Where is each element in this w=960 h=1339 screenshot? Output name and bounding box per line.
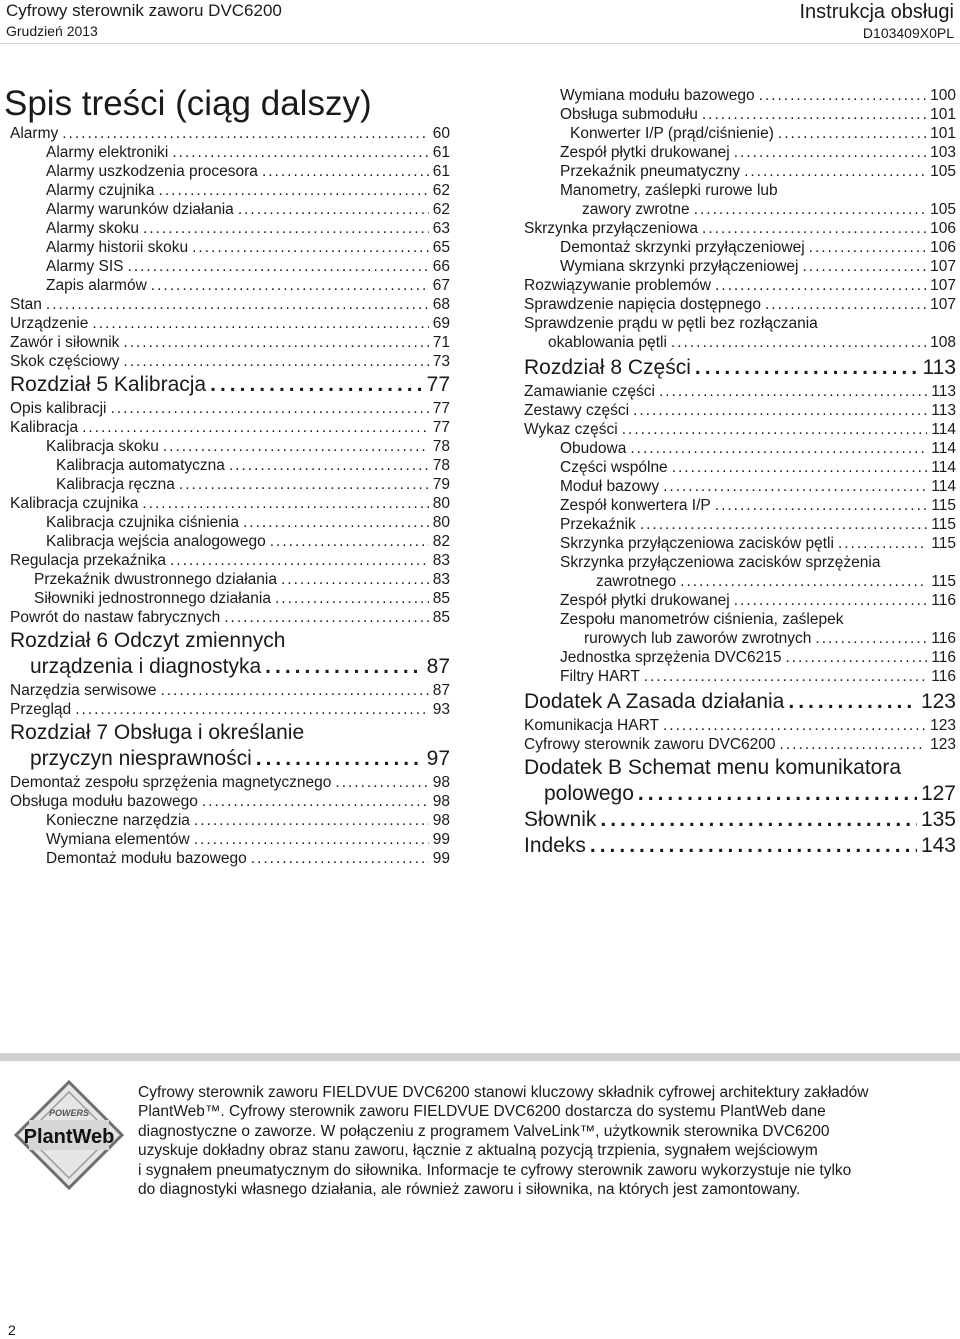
toc-entry[interactable]: Demontaż zespołu sprzężenia magnetycznego ..... 98 xyxy=(10,773,450,792)
toc-entry[interactable]: Zamawianie części ..... 113 xyxy=(524,382,956,401)
toc-chapter-line[interactable]: Dodatek B Schemat menu komunikatora xyxy=(524,756,902,779)
toc-entry[interactable]: Sprawdzenie napięcia dostępnego ..... 107 xyxy=(524,295,956,314)
toc-entry[interactable]: Rozwiązywanie problemów ..... 107 xyxy=(524,276,956,295)
toc-entry[interactable]: Zespół płytki drukowanej ..... 116 xyxy=(524,591,956,610)
toc-entry[interactable]: Alarmy czujnika ..... 62 xyxy=(10,181,450,200)
toc-chapter-entry[interactable]: urządzenia i diagnostyka ..... 87 xyxy=(10,655,450,679)
plantweb-logo xyxy=(14,1080,124,1190)
toc-entry[interactable]: Narzędzia serwisowe ..... 87 xyxy=(10,681,450,700)
toc-entry[interactable]: Wykaz części ..... 114 xyxy=(524,420,956,439)
toc-right-column xyxy=(524,86,956,860)
toc-entry[interactable]: Filtry HART ..... 116 xyxy=(524,667,956,686)
document-title: Cyfrowy sterownik zaworu DVC6200 xyxy=(6,1,282,20)
toc-entry[interactable]: Siłowniki jednostronnego działania ..... 85 xyxy=(10,589,450,608)
toc-chapter-entry[interactable]: przyczyn niesprawności ..... 97 xyxy=(10,747,450,771)
toc-entry[interactable]: rurowych lub zaworów zwrotnych ..... 116 xyxy=(524,629,956,648)
toc-entry[interactable]: Powrót do nastaw fabrycznych ..... 85 xyxy=(10,608,450,627)
toc-entry[interactable]: zawrotnego ..... 115 xyxy=(524,572,956,591)
svg-text:PlantWeb: PlantWeb xyxy=(23,1126,115,1148)
header-left xyxy=(6,0,282,40)
svg-text:POWERS: POWERS xyxy=(48,1108,90,1118)
toc-entry[interactable]: Części wspólne ..... 114 xyxy=(524,458,956,477)
toc-entry[interactable]: Zapis alarmów ..... 67 xyxy=(10,276,450,295)
toc-entry[interactable]: Kalibracja ..... 77 xyxy=(10,418,450,437)
toc-entry[interactable]: Przekaźnik dwustronnego działania ..... 83 xyxy=(10,570,450,589)
toc-entry[interactable]: Regulacja przekaźnika ..... 83 xyxy=(10,551,450,570)
toc-chapter-line[interactable]: Rozdział 6 Odczyt zmiennych xyxy=(10,629,286,652)
document-date: Grudzień 2013 xyxy=(6,23,98,39)
toc-entry[interactable]: Kalibracja ręczna ..... 79 xyxy=(10,475,450,494)
toc-entry[interactable]: Kalibracja czujnika ciśnienia ..... 80 xyxy=(10,513,450,532)
page-title: Spis treści (ciąg dalszy) xyxy=(4,84,372,123)
toc-entry[interactable]: Opis kalibracji ..... 77 xyxy=(10,399,450,418)
toc-entry-line[interactable]: Skrzynka przyłączeniowa zacisków sprzężenia xyxy=(560,554,881,571)
toc-entry[interactable]: Alarmy uszkodzenia procesora ..... 61 xyxy=(10,162,450,181)
toc-entry[interactable]: okablowania pętli ..... 108 xyxy=(524,333,956,352)
toc-left-column xyxy=(10,124,450,868)
toc-entry[interactable]: Konieczne narzędzia ..... 98 xyxy=(10,811,450,830)
toc-entry[interactable]: Kalibracja skoku ..... 78 xyxy=(10,437,450,456)
toc-entry[interactable]: Skrzynka przyłączeniowa ..... 106 xyxy=(524,219,956,238)
toc-entry-line[interactable]: Zespołu manometrów ciśnienia, zaślepek xyxy=(560,611,844,628)
toc-entry[interactable]: zawory zwrotne ..... 105 xyxy=(524,200,956,219)
toc-entry[interactable]: Kalibracja czujnika ..... 80 xyxy=(10,494,450,513)
footer-divider xyxy=(0,1053,960,1061)
toc-entry[interactable]: Moduł bazowy ..... 114 xyxy=(524,477,956,496)
toc-entry[interactable]: Komunikacja HART ..... 123 xyxy=(524,716,956,735)
toc-entry[interactable]: Zespół konwertera I/P ..... 115 xyxy=(524,496,956,515)
toc-chapter-line[interactable]: Rozdział 7 Obsługa i określanie xyxy=(10,721,305,744)
toc-entry[interactable]: Alarmy historii skoku ..... 65 xyxy=(10,238,450,257)
toc-entry[interactable]: Demontaż modułu bazowego ..... 99 xyxy=(10,849,450,868)
toc-entry-line[interactable]: Sprawdzenie prądu w pętli bez rozłączania xyxy=(524,315,818,332)
toc-entry[interactable]: Alarmy ..... 60 xyxy=(10,124,450,143)
toc-chapter-entry[interactable]: Indeks ..... 143 xyxy=(524,834,956,858)
document-number: D103409X0PL xyxy=(862,25,954,41)
toc-chapter-entry[interactable]: Rozdział 5 Kalibracja ..... 77 xyxy=(10,373,450,397)
toc-entry[interactable]: Przekaźnik pneumatyczny ..... 105 xyxy=(524,162,956,181)
toc-entry[interactable]: Wymiana skrzynki przyłączeniowej ..... 107 xyxy=(524,257,956,276)
toc-entry[interactable]: Obsługa submodułu ..... 101 xyxy=(524,105,956,124)
toc-entry[interactable]: Zawór i siłownik ..... 71 xyxy=(10,333,450,352)
toc-entry-line[interactable]: Manometry, zaślepki rurowe lub xyxy=(560,182,778,199)
toc-entry[interactable]: Urządzenie ..... 69 xyxy=(10,314,450,333)
toc-entry[interactable]: Alarmy skoku ..... 63 xyxy=(10,219,450,238)
toc-chapter-entry[interactable]: Słownik ..... 135 xyxy=(524,808,956,832)
toc-entry[interactable]: Obsługa modułu bazowego ..... 98 xyxy=(10,792,450,811)
toc-entry[interactable]: Stan ..... 68 xyxy=(10,295,450,314)
toc-entry[interactable]: Przegląd ..... 93 xyxy=(10,700,450,719)
header-right xyxy=(799,0,954,42)
toc-entry[interactable]: Skrzynka przyłączeniowa zacisków pętli ..... 115 xyxy=(524,534,956,553)
toc-entry[interactable]: Konwerter I/P (prąd/ciśnienie) ..... 101 xyxy=(524,124,956,143)
manual-type: Instrukcja obsługi xyxy=(799,1,954,23)
toc-chapter-entry[interactable]: Rozdział 8 Części ..... 113 xyxy=(524,356,956,380)
footer-description: Cyfrowy sterownik zaworu FIELDVUE DVC6200 stanowi kluczowy składnik cyfrowej architektury zakładów PlantWeb™. Cyfrowy sterownik zaworu FIELDVUE DVC6200 dostarcza do systemu PlantWeb dane diagnostyczne o zaworze. W połączeniu z programem ValveLink™, użytkownik sterownika DVC6200 uzyskuje dokładny obraz stanu zaworu, łącznie z aktualną pozycją trzpienia, sygnałem wejściowym i sygnałem pneumatycznym do siłownika. Informacje te cyfrowy sterownik zaworu wykorzystuje nie tylko do diagnostyki własnego działania, ale również zaworu i siłownika, na których jest zamontowany. xyxy=(138,1084,869,1199)
toc-entry[interactable]: Skok częściowy ..... 73 xyxy=(10,352,450,371)
header-divider xyxy=(0,43,960,44)
toc-entry[interactable]: Przekaźnik ..... 115 xyxy=(524,515,956,534)
toc-entry[interactable]: Cyfrowy sterownik zaworu DVC6200 ..... 123 xyxy=(524,735,956,754)
toc-entry[interactable]: Alarmy elektroniki ..... 61 xyxy=(10,143,450,162)
toc-entry[interactable]: Jednostka sprzężenia DVC6215 ..... 116 xyxy=(524,648,956,667)
page-number: 2 xyxy=(8,1322,16,1338)
toc-entry[interactable]: Obudowa ..... 114 xyxy=(524,439,956,458)
toc-entry[interactable]: Alarmy SIS ..... 66 xyxy=(10,257,450,276)
toc-chapter-entry[interactable]: Dodatek A Zasada działania ..... 123 xyxy=(524,690,956,714)
toc-entry[interactable]: Wymiana elementów ..... 99 xyxy=(10,830,450,849)
toc-entry[interactable]: Kalibracja wejścia analogowego ..... 82 xyxy=(10,532,450,551)
toc-entry[interactable]: Kalibracja automatyczna ..... 78 xyxy=(10,456,450,475)
toc-entry[interactable]: Demontaż skrzynki przyłączeniowej ..... 106 xyxy=(524,238,956,257)
toc-entry[interactable]: Alarmy warunków działania ..... 62 xyxy=(10,200,450,219)
toc-entry[interactable]: Zestawy części ..... 113 xyxy=(524,401,956,420)
toc-entry[interactable]: Wymiana modułu bazowego ..... 100 xyxy=(524,86,956,105)
toc-chapter-entry[interactable]: polowego ..... 127 xyxy=(524,782,956,806)
toc-entry[interactable]: Zespół płytki drukowanej ..... 103 xyxy=(524,143,956,162)
